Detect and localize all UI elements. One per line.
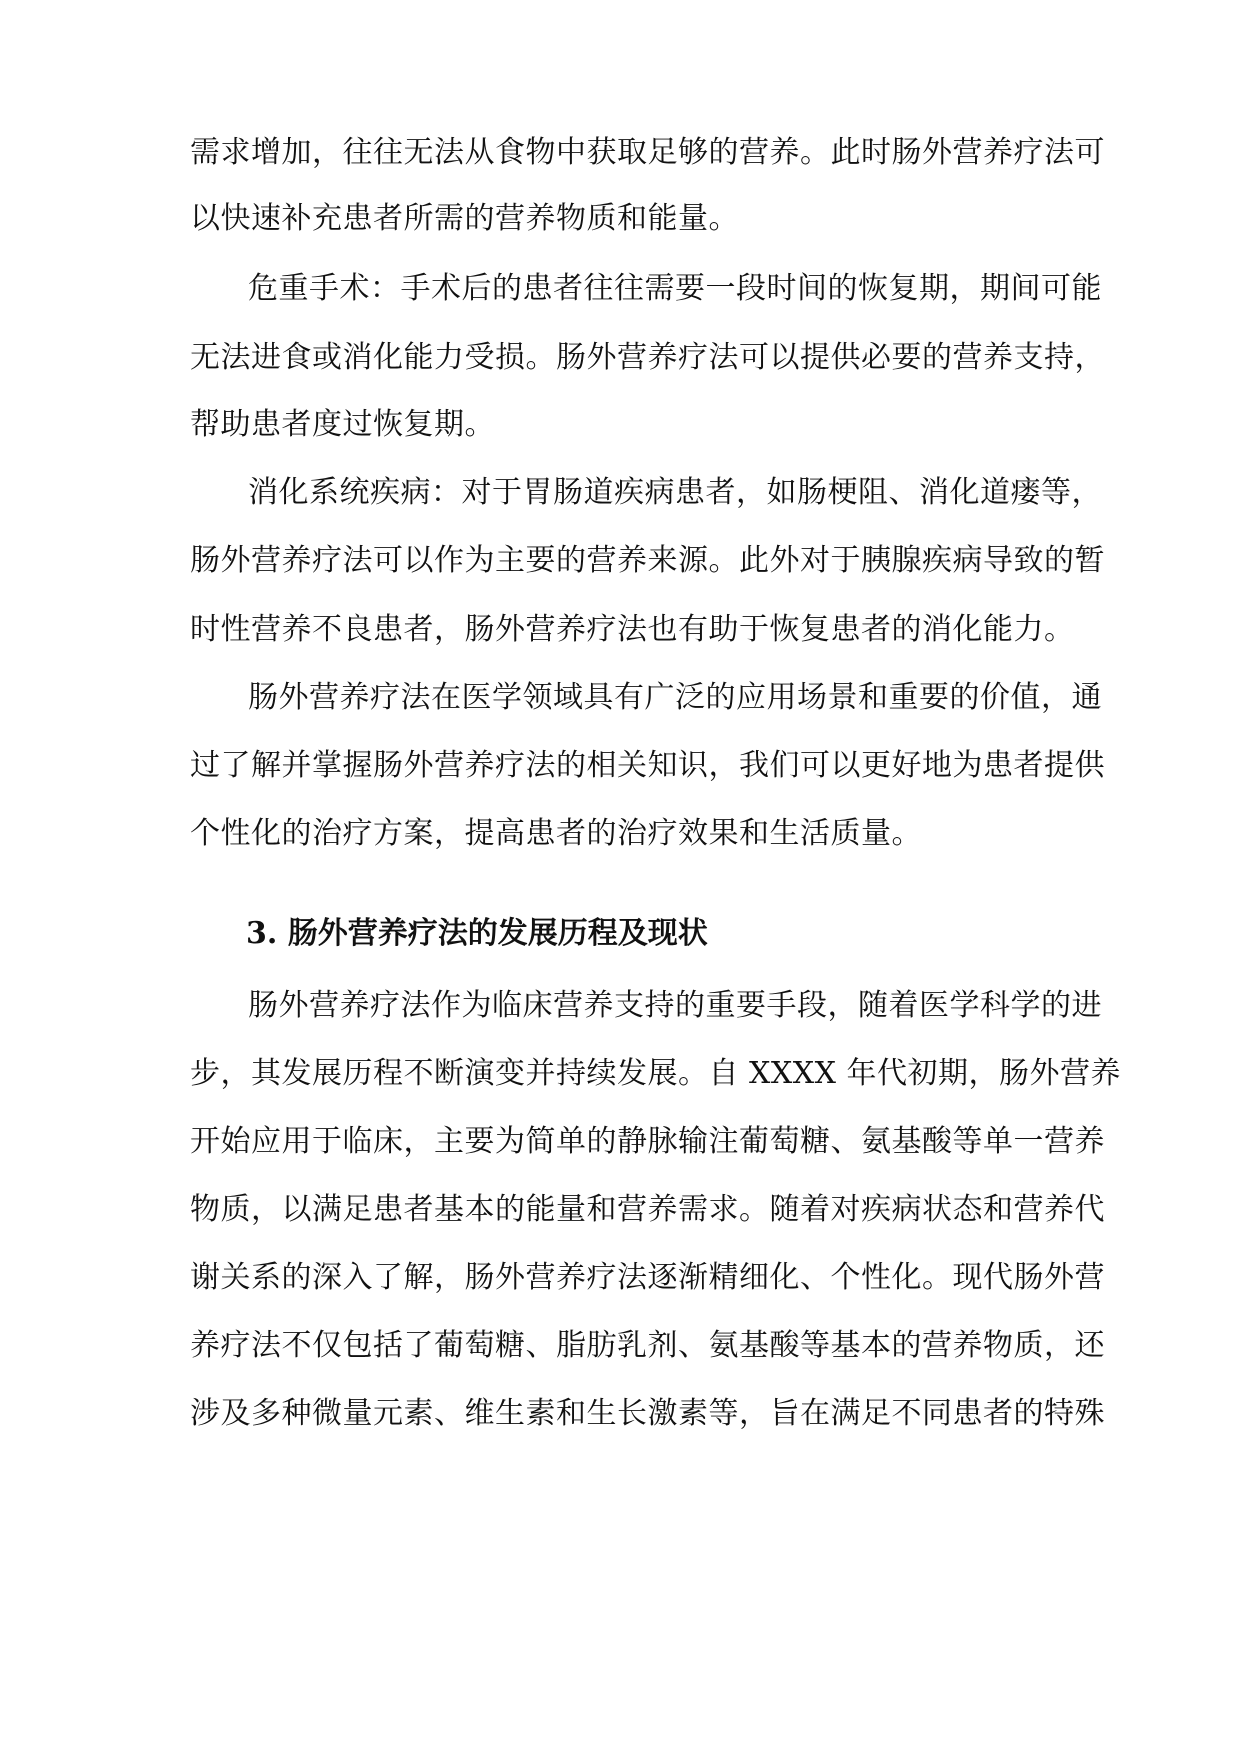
paragraph-line: 时性营养不良患者，肠外营养疗法也有助于恢复患者的消化能力。: [190, 612, 1075, 647]
paragraph-line: 需求增加，往往无法从食物中获取足够的营养。此时肠外营养疗法可: [190, 135, 1105, 170]
paragraph-line: 危重手术：手术后的患者往往需要一段时间的恢复期，期间可能: [248, 271, 1102, 306]
paragraph-line: 物质，以满足患者基本的能量和营养需求。随着对疾病状态和营养代: [190, 1192, 1105, 1227]
paragraph-line: 步，其发展历程不断演变并持续发展。自 XXXX 年代初期，肠外营养: [190, 1056, 1122, 1091]
paragraph-line: 帮助患者度过恢复期。: [190, 407, 495, 442]
paragraph-line: 消化系统疾病：对于胃肠道疾病患者，如肠梗阻、消化道瘘等，: [248, 475, 1102, 510]
paragraph-line: 养疗法不仅包括了葡萄糖、脂肪乳剂、氨基酸等基本的营养物质，还: [190, 1328, 1105, 1363]
paragraph-line: 开始应用于临床，主要为简单的静脉输注葡萄糖、氨基酸等单一营养: [190, 1124, 1105, 1159]
paragraph-line: 谢关系的深入了解，肠外营养疗法逐渐精细化、个性化。现代肠外营: [190, 1260, 1105, 1295]
paragraph-line: 过了解并掌握肠外营养疗法的相关知识，我们可以更好地为患者提供: [190, 748, 1105, 783]
section-heading: 3. 肠外营养疗法的发展历程及现状: [246, 916, 708, 951]
paragraph-line: 涉及多种微量元素、维生素和生长激素等，旨在满足不同患者的特殊: [190, 1396, 1105, 1431]
paragraph-line: 肠外营养疗法可以作为主要的营养来源。此外对于胰腺疾病导致的暂: [190, 543, 1105, 578]
paragraph-line: 无法进食或消化能力受损。肠外营养疗法可以提供必要的营养支持，: [190, 340, 1105, 375]
paragraph-line: 肠外营养疗法在医学领域具有广泛的应用场景和重要的价值，通: [248, 680, 1102, 715]
paragraph-line: 以快速补充患者所需的营养物质和能量。: [190, 201, 739, 236]
paragraph-line: 个性化的治疗方案，提高患者的治疗效果和生活质量。: [190, 816, 922, 851]
paragraph-line: 肠外营养疗法作为临床营养支持的重要手段，随着医学科学的进: [248, 988, 1102, 1023]
